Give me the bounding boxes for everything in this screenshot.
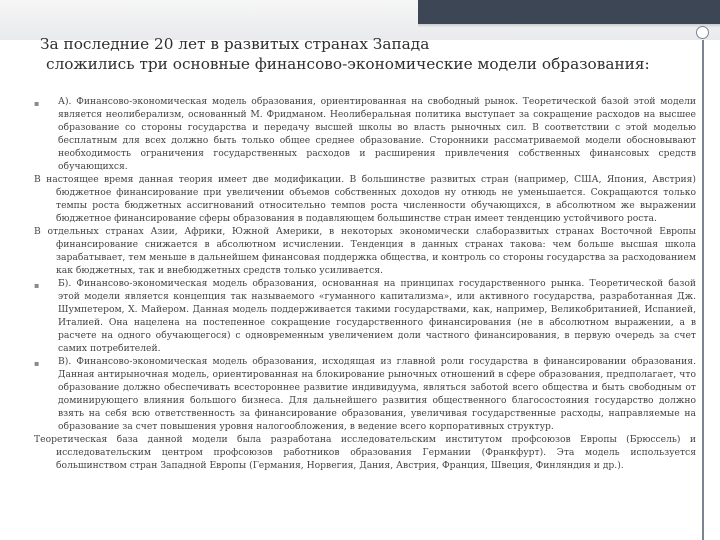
- paragraph-text: А). Финансово-экономическая модель образования, ориентированная на свободный рынок. Теоретической базой этой модели является неолиберализм, основанный М. Фридманом. Неолиберальная политика выступает за сокращение расходов на высшее образование со стороны государства и передачу высшей школы во власть рыночных сил. В соответствии с этой моделью бесплатным для всех должно быть только общее среднее образование. Сторонники рассматриваемой модели обосновывают необходимость ограничения государственных расходов и расширения привлечения собственных финансовых средств обучающихся.: [58, 96, 696, 172]
- bullet-icon: ▪: [34, 281, 40, 290]
- title-line-2: сложились три основные финансово-экономические модели образования:: [46, 55, 650, 73]
- paragraph-text: Б). Финансово-экономическая модель образования, основанная на принципах государственного рынка. Теоретической базой этой модели является концепция так называемого «гуманного капитализма», или активного государства, разработанная Дж. Шумпетером, Х. Майером. Данная модель поддерживается такими государствами, как, например, Великобританией, Испанией, Италией. Она нацелена на постепенное сокращение государственного финансирования (не в абсолютном выражении, а в расчете на одного обучающегося) с одновременным увеличением доли частного финансирования, в первую очередь за счет самих потребителей.: [58, 278, 696, 354]
- paragraph-model-c: [34, 355, 696, 433]
- slide-ring-ornament: [696, 26, 709, 39]
- paragraph-model-b: [34, 277, 696, 355]
- title-line-1: За последние 20 лет в развитых странах Запада: [40, 35, 430, 53]
- slide-title: [40, 34, 660, 74]
- slide-dark-accent-band: [418, 0, 720, 24]
- paragraph-text: В). Финансово-экономическая модель образования, исходящая из главной роли государства в финансировании образования. Данная антирыночная модель, ориентированная на блокирование рыночных отношений в сфере образования, предполагает, что образование должно обеспечивать всестороннее развитие индивидуума, являться заботой всего общества и быть свободным от доминирующего влияния большого бизнеса. Для дальнейшего развития общественного благосостояния государство должно взять на себя всю ответственность за финансирование образования, увеличивая государственные расходы, направляемые на образование за счет повышения уровня налогообложения, в ведение всего корпоративных структур.: [58, 356, 696, 432]
- paragraph-modifications: [34, 173, 696, 225]
- paragraph-model-a: [34, 95, 696, 173]
- paragraph-text: В настоящее время данная теория имеет две модификации. В большинстве развитых стран (например, США, Япония, Австрия) бюджетное финансирование при увеличении объемов собственных доходов ну отнюдь не уменьшается. Сокращаются только темпы роста бюджетных ассигнований относительно темпов роста численности обучающихся, в абсолютном же выражении бюджетное финансирование сферы образования в подавляющем большинстве стран имеет тенденцию устойчивого роста.: [34, 174, 696, 224]
- slide-right-edge-line: [702, 40, 704, 540]
- bullet-icon: ▪: [34, 99, 40, 108]
- bullet-icon: ▪: [34, 359, 40, 368]
- paragraph-developing-countries: [34, 225, 696, 277]
- slide-body: [34, 95, 696, 472]
- paragraph-theoretical-base: [34, 433, 696, 472]
- paragraph-text: В отдельных странах Азии, Африки, Южной Америки, в некоторых экономически слаборазвитых странах Восточной Европы финансирование снижается в абсолютном исчислении. Тенденция в данных странах такова: чем больше высшая школа зарабатывает, тем меньше в дальнейшем финансовая поддержка общества, и контроль со стороны государства за расходованием как бюджетных, так и внебюджетных средств только усиливается.: [34, 226, 696, 276]
- slide-accent-shadow: [418, 24, 720, 28]
- paragraph-text: Теоретическая база данной модели была разработана исследовательским институтом профсоюзов Европы (Брюссель) и исследовательским центром профсоюзов работников образования Германии (Франкфурт). Эта модель используется большинством стран Западной Европы (Германия, Норвегия, Дания, Австрия, Франция, Швеция, Финляндия и др.).: [34, 434, 696, 471]
